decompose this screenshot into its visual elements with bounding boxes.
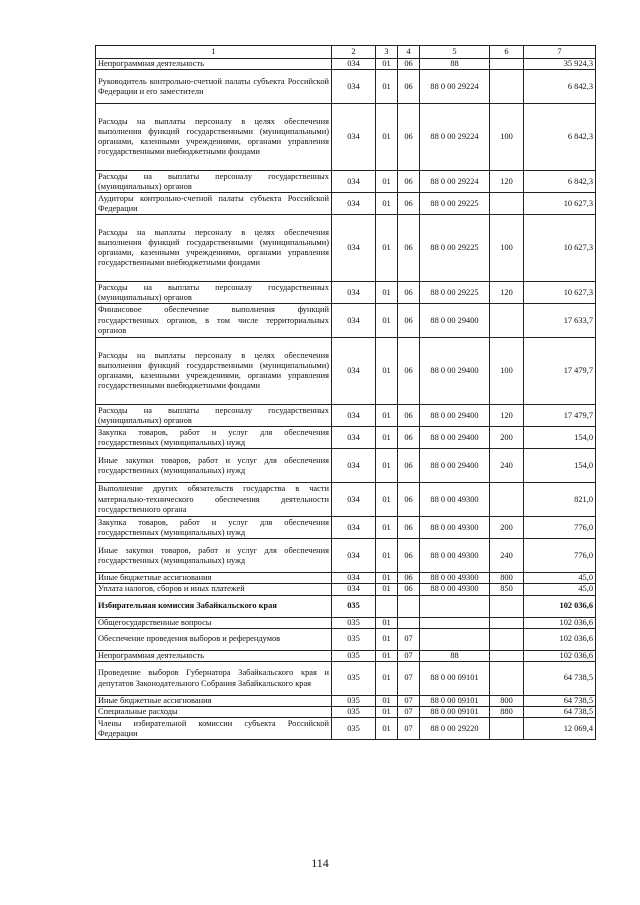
row-amount: 6 842,3 [524,70,596,104]
row-grbs-code: 035 [332,662,376,696]
row-amount: 12 069,4 [524,718,596,740]
row-target-article-code: 88 0 00 29400 [420,405,490,427]
row-target-article-code: 88 0 00 49300 [420,584,490,595]
row-section-code: 01 [376,539,398,573]
column-number-3: 3 [376,46,398,59]
row-target-article-code: 88 0 00 29224 [420,104,490,171]
row-amount: 154,0 [524,427,596,449]
row-section-code: 01 [376,718,398,740]
table-row [96,70,596,104]
row-section-code: 01 [376,707,398,718]
row-target-article-code: 88 0 00 29400 [420,449,490,483]
row-subsection-code: 07 [398,662,420,696]
row-amount: 154,0 [524,449,596,483]
row-grbs-code: 035 [332,718,376,740]
row-subsection-code [398,617,420,628]
row-section-code: 01 [376,215,398,282]
row-name: Специальные расходы [96,707,332,718]
row-name: Аудиторы контрольно-счетной палаты субъекта Российской Федерации [96,193,332,215]
row-name: Расходы на выплаты персоналу в целях обеспечения выполнения функций государственными (муниципальными) органами, казенными учреждениями, органами управления государственными внебюджетными фондами [96,338,332,405]
table-row [96,104,596,171]
row-amount: 102 036,6 [524,595,596,617]
row-expense-type-code: 200 [490,427,524,449]
row-target-article-code: 88 0 00 29225 [420,215,490,282]
row-grbs-code: 034 [332,539,376,573]
row-target-article-code [420,595,490,617]
row-amount: 102 036,6 [524,628,596,650]
row-section-code: 01 [376,650,398,661]
row-grbs-code: 034 [332,104,376,171]
row-amount: 17 479,7 [524,338,596,405]
budget-table [95,45,596,740]
row-expense-type-code [490,617,524,628]
row-expense-type-code [490,304,524,338]
row-section-code: 01 [376,193,398,215]
row-expense-type-code: 240 [490,449,524,483]
row-expense-type-code: 100 [490,215,524,282]
row-grbs-code: 034 [332,215,376,282]
row-name: Закупка товаров, работ и услуг для обеспечения государственных (муниципальных) нужд [96,517,332,539]
row-expense-type-code [490,483,524,517]
row-amount: 102 036,6 [524,650,596,661]
row-section-code: 01 [376,59,398,70]
row-target-article-code: 88 0 00 49300 [420,539,490,573]
table-row [96,539,596,573]
row-amount: 10 627,3 [524,282,596,304]
row-expense-type-code [490,662,524,696]
row-amount: 6 842,3 [524,104,596,171]
row-grbs-code: 035 [332,707,376,718]
table-row [96,427,596,449]
column-number-1: 1 [96,46,332,59]
row-name: Проведение выборов Губернатора Забайкальского края и депутатов Законодательного Собрания Забайкальского края [96,662,332,696]
row-section-code: 01 [376,282,398,304]
table-row [96,338,596,405]
row-target-article-code: 88 [420,59,490,70]
row-grbs-code: 035 [332,617,376,628]
row-name: Расходы на выплаты персоналу государственных (муниципальных) органов [96,171,332,193]
row-grbs-code: 034 [332,405,376,427]
column-number-2: 2 [332,46,376,59]
row-section-code: 01 [376,628,398,650]
table-row [96,662,596,696]
row-name: Иные закупки товаров, работ и услуг для обеспечения государственных (муниципальных) нужд [96,539,332,573]
column-number-row [96,46,596,59]
row-amount: 64 738,5 [524,696,596,707]
row-target-article-code: 88 0 00 09101 [420,696,490,707]
row-amount: 821,0 [524,483,596,517]
row-section-code: 01 [376,584,398,595]
row-section-code: 01 [376,70,398,104]
row-expense-type-code [490,70,524,104]
row-amount: 45,0 [524,584,596,595]
row-amount: 776,0 [524,539,596,573]
row-name: Иные бюджетные ассигнования [96,573,332,584]
row-name: Члены избирательной комиссии субъекта Российской Федерации [96,718,332,740]
row-section-code: 01 [376,104,398,171]
table-row [96,718,596,740]
table-row [96,595,596,617]
row-target-article-code: 88 0 00 29225 [420,193,490,215]
table-row [96,449,596,483]
row-target-article-code: 88 0 00 49300 [420,483,490,517]
row-section-code: 01 [376,405,398,427]
row-target-article-code: 88 0 00 09101 [420,707,490,718]
row-subsection-code: 07 [398,718,420,740]
row-section-code: 01 [376,617,398,628]
row-name: Избирательная комиссия Забайкальского края [96,595,332,617]
row-target-article-code [420,617,490,628]
row-section-code: 01 [376,573,398,584]
row-expense-type-code [490,595,524,617]
row-expense-type-code [490,650,524,661]
row-section-code: 01 [376,662,398,696]
page-number: 114 [311,856,329,870]
row-section-code: 01 [376,427,398,449]
row-target-article-code: 88 [420,650,490,661]
row-expense-type-code [490,628,524,650]
row-subsection-code: 06 [398,338,420,405]
table-row [96,696,596,707]
row-section-code: 01 [376,449,398,483]
row-name: Расходы на выплаты персоналу государственных (муниципальных) органов [96,405,332,427]
row-target-article-code: 88 0 00 29224 [420,70,490,104]
row-expense-type-code [490,193,524,215]
row-grbs-code: 034 [332,70,376,104]
row-grbs-code: 034 [332,193,376,215]
row-name: Расходы на выплаты персоналу государственных (муниципальных) органов [96,282,332,304]
row-name: Общегосударственные вопросы [96,617,332,628]
row-section-code: 01 [376,338,398,405]
row-grbs-code: 034 [332,517,376,539]
row-expense-type-code: 240 [490,539,524,573]
row-amount: 776,0 [524,517,596,539]
row-section-code: 01 [376,171,398,193]
row-expense-type-code: 850 [490,584,524,595]
row-target-article-code: 88 0 00 29225 [420,282,490,304]
row-target-article-code: 88 0 00 29400 [420,427,490,449]
row-grbs-code: 034 [332,483,376,517]
row-name: Расходы на выплаты персоналу в целях обеспечения выполнения функций государственными (муниципальными) органами, казенными учреждениями, органами управления государственными внебюджетными фондами [96,215,332,282]
row-section-code [376,595,398,617]
row-grbs-code: 035 [332,595,376,617]
row-name: Непрограммная деятельность [96,59,332,70]
table-row [96,573,596,584]
table-row [96,517,596,539]
row-subsection-code: 06 [398,405,420,427]
row-subsection-code: 06 [398,304,420,338]
row-subsection-code: 06 [398,171,420,193]
row-grbs-code: 034 [332,304,376,338]
row-name: Руководитель контрольно-счетной палаты субъекта Российской Федерации и его заместители [96,70,332,104]
row-subsection-code: 06 [398,573,420,584]
row-subsection-code: 06 [398,104,420,171]
row-amount: 35 924,3 [524,59,596,70]
column-number-6: 6 [490,46,524,59]
row-target-article-code: 88 0 00 29400 [420,338,490,405]
row-subsection-code: 07 [398,696,420,707]
row-subsection-code [398,595,420,617]
row-target-article-code: 88 0 00 09101 [420,662,490,696]
row-expense-type-code: 100 [490,338,524,405]
table-row [96,171,596,193]
row-subsection-code: 06 [398,70,420,104]
row-target-article-code: 88 0 00 29400 [420,304,490,338]
row-grbs-code: 035 [332,696,376,707]
row-subsection-code: 06 [398,193,420,215]
row-amount: 17 479,7 [524,405,596,427]
row-target-article-code: 88 0 00 29224 [420,171,490,193]
row-expense-type-code [490,718,524,740]
row-name: Выполнение других обязательств государства в части материально-технического обеспечения деятельности государственного органа [96,483,332,517]
table-row [96,282,596,304]
column-number-7: 7 [524,46,596,59]
row-target-article-code [420,628,490,650]
row-amount: 64 738,5 [524,662,596,696]
row-name: Обеспечение проведения выборов и референдумов [96,628,332,650]
row-expense-type-code: 200 [490,517,524,539]
row-grbs-code: 034 [332,338,376,405]
row-subsection-code: 06 [398,449,420,483]
table-row [96,405,596,427]
row-grbs-code: 034 [332,427,376,449]
row-name: Финансовое обеспечение выполнения функций государственных органов, в том числе территориальных органов [96,304,332,338]
row-expense-type-code: 120 [490,405,524,427]
row-grbs-code: 034 [332,59,376,70]
row-section-code: 01 [376,304,398,338]
row-name: Иные закупки товаров, работ и услуг для обеспечения государственных (муниципальных) нужд [96,449,332,483]
row-subsection-code: 06 [398,584,420,595]
table-row [96,584,596,595]
row-grbs-code: 035 [332,628,376,650]
row-amount: 6 842,3 [524,171,596,193]
row-section-code: 01 [376,696,398,707]
table-row [96,483,596,517]
row-amount: 45,0 [524,573,596,584]
row-grbs-code: 034 [332,282,376,304]
row-section-code: 01 [376,517,398,539]
table-row [96,628,596,650]
row-subsection-code: 06 [398,215,420,282]
table-row [96,215,596,282]
row-target-article-code: 88 0 00 49300 [420,517,490,539]
row-name: Закупка товаров, работ и услуг для обеспечения государственных (муниципальных) нужд [96,427,332,449]
column-number-4: 4 [398,46,420,59]
column-number-5: 5 [420,46,490,59]
row-grbs-code: 034 [332,573,376,584]
row-subsection-code: 06 [398,539,420,573]
row-subsection-code: 06 [398,517,420,539]
row-target-article-code: 88 0 00 49300 [420,573,490,584]
table-row [96,617,596,628]
row-name: Иные бюджетные ассигнования [96,696,332,707]
row-expense-type-code [490,59,524,70]
row-subsection-code: 07 [398,707,420,718]
table-row [96,193,596,215]
table-row [96,304,596,338]
row-expense-type-code: 880 [490,707,524,718]
row-expense-type-code: 120 [490,171,524,193]
table-row [96,59,596,70]
row-name: Уплата налогов, сборов и иных платежей [96,584,332,595]
table-row [96,707,596,718]
row-subsection-code: 06 [398,427,420,449]
row-amount: 64 738,5 [524,707,596,718]
row-expense-type-code: 800 [490,696,524,707]
row-name: Непрограммная деятельность [96,650,332,661]
row-grbs-code: 034 [332,584,376,595]
row-amount: 17 633,7 [524,304,596,338]
row-subsection-code: 07 [398,628,420,650]
row-grbs-code: 034 [332,449,376,483]
row-amount: 102 036,6 [524,617,596,628]
row-subsection-code: 06 [398,59,420,70]
row-amount: 10 627,3 [524,215,596,282]
row-subsection-code: 06 [398,282,420,304]
table-row [96,650,596,661]
row-expense-type-code: 800 [490,573,524,584]
row-grbs-code: 034 [332,171,376,193]
row-subsection-code: 07 [398,650,420,661]
row-target-article-code: 88 0 00 29220 [420,718,490,740]
row-name: Расходы на выплаты персоналу в целях обеспечения выполнения функций государственными (муниципальными) органами, казенными учреждениями, органами управления государственными внебюджетными фондами [96,104,332,171]
row-amount: 10 627,3 [524,193,596,215]
row-expense-type-code: 120 [490,282,524,304]
row-section-code: 01 [376,483,398,517]
row-expense-type-code: 100 [490,104,524,171]
row-grbs-code: 035 [332,650,376,661]
budget-sheet [95,45,595,740]
row-subsection-code: 06 [398,483,420,517]
